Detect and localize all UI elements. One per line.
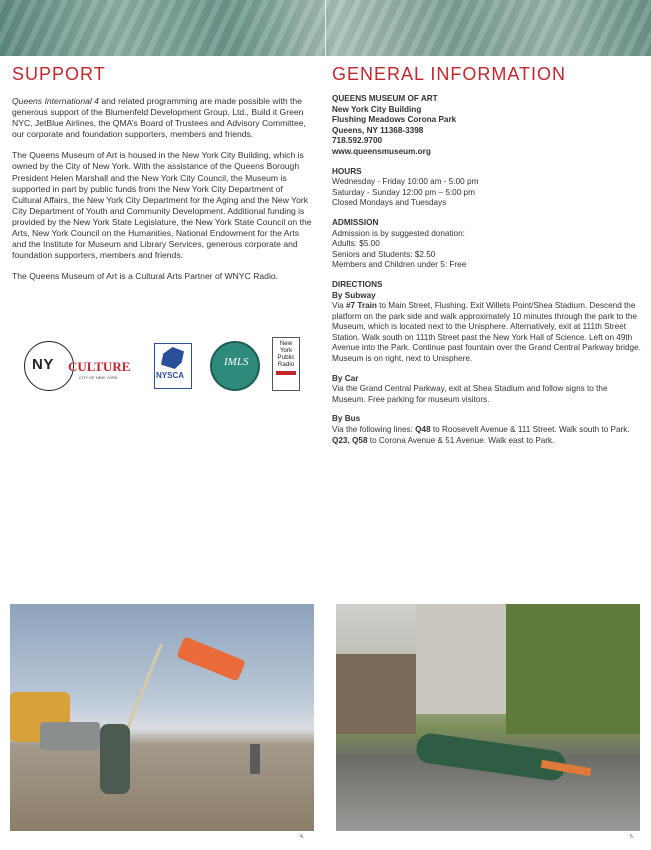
admission-section: ADMISSION Admission is by suggested donation: Adults: $5.00 Seniors and Students: $2.50 Members and Children under 5: Free [332, 217, 467, 270]
support-paragraph-2: The Queens Museum of Art is housed in the New York City Building, which is owned by the City of New York. With the assistance of the Queens Borough President Helen Marshall and the New York City Council, the Museum is supported in part by public funds from the New York City Department of Cultural Affairs, the New York City Department for the Aging and the New York City Department of Youth and Community Development. Additional funding is provided by the New York State Legislature, the New York State Council on the Arts, New York Council on the Humanities, National Endowment for the Arts and the Institute for Museum and Library Services, generous corporate and foundation supporters, members and friends. [12, 150, 312, 261]
nyc-culture-logo: NY CULTURE CITY OF NEW YORK [24, 341, 144, 391]
imls-logo: IMLS [210, 341, 260, 391]
sponsor-logos [24, 337, 314, 395]
museum-address: QUEENS MUSEUM OF ART New York City Building Flushing Meadows Corona Park Queens, NY 11368-3398 718.592.9700 www.queensmuseum.org [332, 94, 642, 158]
general-info-heading: GENERAL INFORMATION [332, 64, 567, 84]
exhibition-title: Queens International 4 [12, 96, 99, 106]
support-paragraph-1: Queens International 4 and related programming are made possible with the generous support of the Blumenfeld Development Group, Ltd., Build it Green NYC, JetBlue Airlines, the QMA’s Board of Trustees and Advisory Committee, our corporate and foundation supporters, members and friends. [12, 96, 306, 140]
nysca-logo: NYSCA [154, 343, 192, 389]
bus-directions: By Bus Via the following lines: Q48 to Roosevelt Avenue & 111 Street. Walk south to Park. Q23, Q58 to Corona Avenue & 51 Avenue. Walk east to Park. [332, 414, 630, 445]
subway-directions: Via #7 Train to Main Street, Flushing. Exit Willets Point/Shea Stadium. Descend the platform on the park side and walk approximately 10 minutes through the park to the Museum, which is located next to the Unisphere. Alternatively, exit at 111th Street Station. Walk south on 111th Street past the New York Hall of Science. Left on 49th Avenue into the Park. Continue past fountain over the Grand Central Parkway bridge. Museum is on right, next to Unisphere. [332, 301, 641, 364]
website-link: www.queensmuseum.org [332, 146, 431, 156]
hours-section: HOURS Wednesday - Friday 10:00 am - 5:00 pm Saturday - Sunday 12:00 pm – 5:00 pm Closed Mondays and Tuesdays [332, 166, 479, 208]
support-paragraph-3: The Queens Museum of Art is a Cultural Arts Partner of WNYC Radio. [12, 271, 279, 282]
page-number-right: 5. [630, 834, 635, 840]
general-info [332, 94, 642, 455]
directions-section: DIRECTIONS By Subway Via #7 Train to Main Street, Flushing. Exit Willets Point/Shea Stadium. Descend the platform on the park side and walk approximately 10 minutes through the park to the Museum, which is located next to the Unisphere. Alternatively, exit at 111th Street Station. Walk south on 111th Street past the New York Hall of Science. Left on 49th Avenue into the Park. Continue past fountain over the Grand Central Parkway bridge. Museum is on right, next to Unisphere. [332, 279, 641, 364]
support-text [12, 96, 314, 292]
support-heading: SUPPORT [12, 64, 106, 84]
car-directions: By Car Via the Grand Central Parkway, exit at Shea Stadium and follow signs to the Museum. Free parking for museum visitors. [332, 373, 608, 404]
page-fold [325, 0, 326, 56]
windsock-performance-photo [10, 604, 314, 831]
garden-sculpture-photo [336, 604, 640, 831]
new-york-public-radio-logo: New York Public Radio [272, 337, 300, 391]
page-number-left: 4. [300, 834, 305, 840]
new-york-state-icon [161, 347, 184, 369]
